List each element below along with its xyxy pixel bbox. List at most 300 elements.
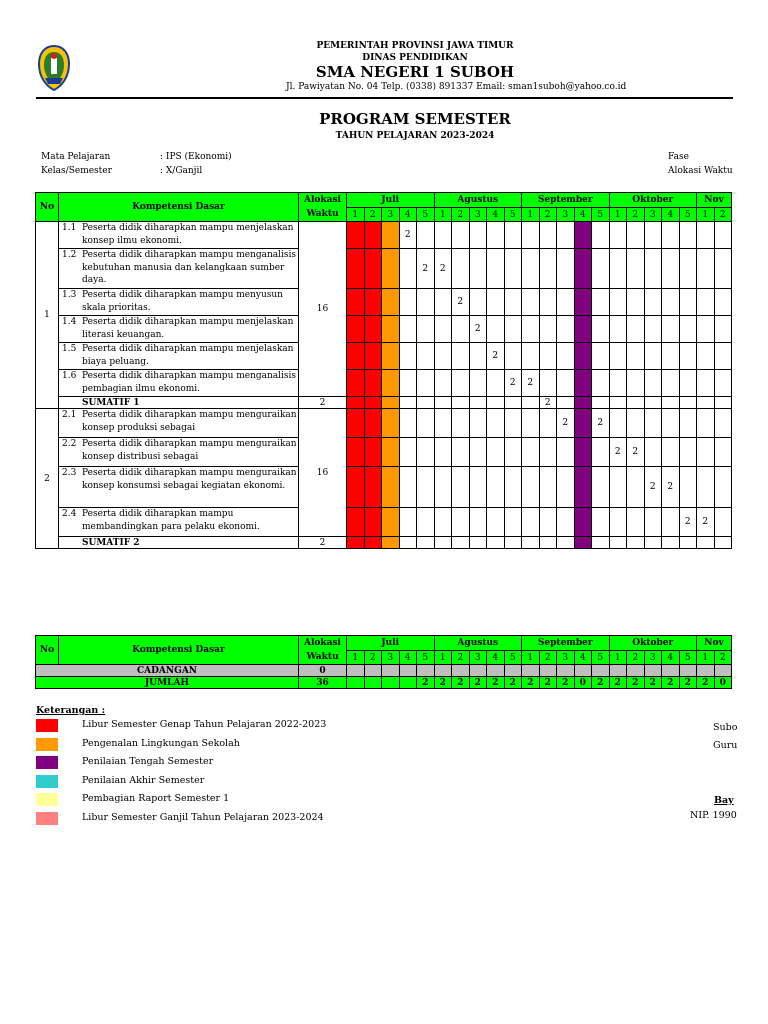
cadangan-week-cell xyxy=(539,665,557,677)
week-cell xyxy=(434,467,452,508)
week-cell xyxy=(382,222,400,249)
week-cell xyxy=(504,467,522,508)
month-header: Nov xyxy=(697,193,732,208)
week-cell xyxy=(539,370,557,397)
week-cell xyxy=(382,409,400,438)
week-cell xyxy=(399,438,417,467)
week-cell xyxy=(592,397,610,409)
week-header: 4 xyxy=(662,208,680,222)
week-cell xyxy=(679,316,697,343)
week-cell xyxy=(679,370,697,397)
week-cell xyxy=(714,222,732,249)
cadangan-week-cell xyxy=(574,665,592,677)
week-cell xyxy=(592,316,610,343)
cadangan-week-cell xyxy=(347,665,365,677)
week-cell xyxy=(522,222,540,249)
week-cell xyxy=(574,409,592,438)
kd-row xyxy=(36,370,732,397)
week-cell xyxy=(592,370,610,397)
week-cell xyxy=(662,249,680,289)
week-header: 1 xyxy=(697,651,715,665)
mapel-value: : IPS (Ekonomi) xyxy=(160,152,232,162)
week-cell xyxy=(417,289,435,316)
jumlah-week-cell: 2 xyxy=(522,677,540,689)
cadangan-week-cell xyxy=(679,665,697,677)
week-cell xyxy=(382,343,400,370)
week-header: 5 xyxy=(504,651,522,665)
school-address: Jl. Pawiyatan No. 04 Telp. (0338) 891337 Email: sman1suboh@yahoo.co.id xyxy=(286,82,627,92)
week-header: 3 xyxy=(382,208,400,222)
cadangan-week-cell xyxy=(557,665,575,677)
week-header: 5 xyxy=(417,651,435,665)
week-cell xyxy=(609,316,627,343)
kelas-label: Kelas/Semester xyxy=(41,166,112,176)
week-cell xyxy=(434,370,452,397)
week-cell xyxy=(434,409,452,438)
week-cell xyxy=(347,508,365,537)
week-cell xyxy=(487,537,505,549)
week-header: 5 xyxy=(504,208,522,222)
week-cell xyxy=(364,537,382,549)
kd-cell xyxy=(59,289,299,316)
week-cell xyxy=(557,343,575,370)
week-cell xyxy=(557,397,575,409)
week-cell xyxy=(452,397,470,409)
week-header: 1 xyxy=(609,208,627,222)
cadangan-week-cell xyxy=(662,665,680,677)
jumlah-week-cell xyxy=(347,677,365,689)
week-cell xyxy=(469,467,487,508)
week-cell xyxy=(539,409,557,438)
kd-text: Peserta didik diharapkan mampu menjelaskan literasi keuangan. xyxy=(82,317,294,340)
week-cell xyxy=(364,249,382,289)
week-cell xyxy=(644,222,662,249)
week-cell xyxy=(452,343,470,370)
gov-line: PEMERINTAH PROVINSI JAWA TIMUR xyxy=(316,41,514,51)
week-cell xyxy=(539,438,557,467)
jumlah-row xyxy=(36,677,732,689)
jumlah-week-cell: 2 xyxy=(557,677,575,689)
legend-swatch xyxy=(36,793,58,806)
week-cell xyxy=(504,316,522,343)
week-cell xyxy=(504,438,522,467)
week-cell: 2 xyxy=(469,316,487,343)
kd-cell xyxy=(59,222,299,249)
week-cell xyxy=(487,438,505,467)
week-cell xyxy=(399,289,417,316)
week-cell: 2 xyxy=(679,508,697,537)
month-header: September xyxy=(522,193,610,208)
week-cell xyxy=(487,249,505,289)
week-cell xyxy=(452,438,470,467)
jumlah-label: JUMLAH xyxy=(36,677,299,689)
week-header: 3 xyxy=(557,208,575,222)
week-header: 4 xyxy=(662,651,680,665)
week-cell: 2 xyxy=(609,438,627,467)
week-header: 2 xyxy=(539,208,557,222)
week-cell xyxy=(574,222,592,249)
week-cell xyxy=(504,397,522,409)
week-cell xyxy=(347,438,365,467)
cadangan-week-cell xyxy=(697,665,715,677)
week-cell xyxy=(697,370,715,397)
signature-place: Subo xyxy=(713,722,738,733)
week-cell xyxy=(627,537,645,549)
week-cell xyxy=(364,467,382,508)
week-cell xyxy=(662,508,680,537)
week-cell xyxy=(662,289,680,316)
sumatif-row xyxy=(36,537,732,549)
kd-number: 2.1 xyxy=(62,410,77,420)
week-cell xyxy=(662,397,680,409)
legend-swatch xyxy=(36,775,58,788)
week-cell xyxy=(662,537,680,549)
week-cell xyxy=(522,343,540,370)
week-header: 2 xyxy=(627,651,645,665)
week-cell xyxy=(522,467,540,508)
week-cell xyxy=(504,508,522,537)
week-cell: 2 xyxy=(434,249,452,289)
week-cell xyxy=(627,397,645,409)
week-cell xyxy=(452,409,470,438)
cadangan-week-cell xyxy=(714,665,732,677)
week-cell xyxy=(697,249,715,289)
week-cell: 2 xyxy=(557,409,575,438)
week-cell xyxy=(522,289,540,316)
week-cell xyxy=(627,316,645,343)
month-header: September xyxy=(522,636,610,651)
week-header: 1 xyxy=(347,651,365,665)
week-header: 4 xyxy=(399,208,417,222)
week-cell xyxy=(627,289,645,316)
week-cell xyxy=(627,409,645,438)
week-cell xyxy=(364,343,382,370)
kd-number: 1.2 xyxy=(62,250,77,260)
week-cell xyxy=(347,467,365,508)
col-kd-header: Kompetensi Dasar xyxy=(59,636,299,665)
mapel-label: Mata Pelajaran xyxy=(41,152,111,162)
kd-row xyxy=(36,438,732,467)
week-cell xyxy=(434,222,452,249)
month-header: Agustus xyxy=(434,636,522,651)
week-cell xyxy=(399,467,417,508)
week-cell: 2 xyxy=(399,222,417,249)
week-cell xyxy=(574,438,592,467)
week-cell xyxy=(469,537,487,549)
week-cell xyxy=(522,438,540,467)
week-header: 2 xyxy=(539,651,557,665)
jumlah-week-cell: 2 xyxy=(627,677,645,689)
cadangan-week-cell xyxy=(382,665,400,677)
summary-header-row xyxy=(36,636,732,651)
week-cell xyxy=(434,316,452,343)
week-cell xyxy=(487,508,505,537)
week-cell xyxy=(417,316,435,343)
legend-label: Libur Semester Ganjil Tahun Pelajaran 2023-2024 xyxy=(82,812,324,823)
school-name: SMA NEGERI 1 SUBOH xyxy=(315,63,515,81)
week-cell xyxy=(557,537,575,549)
alokasi-header-line1: Alokasi xyxy=(304,638,341,648)
kd-number: 2.4 xyxy=(62,509,77,519)
week-cell xyxy=(504,289,522,316)
cadangan-row xyxy=(36,665,732,677)
kd-row xyxy=(36,289,732,316)
legend-title: Keterangan : xyxy=(36,705,106,716)
week-cell xyxy=(697,316,715,343)
week-cell: 2 xyxy=(539,397,557,409)
week-cell xyxy=(469,222,487,249)
week-cell xyxy=(627,467,645,508)
legend-swatch xyxy=(36,738,58,751)
kelas-value: : X/Ganjil xyxy=(160,166,203,176)
week-cell xyxy=(627,370,645,397)
week-cell xyxy=(364,370,382,397)
program-table xyxy=(35,192,732,549)
week-cell xyxy=(364,222,382,249)
kd-number: 1.3 xyxy=(62,290,77,300)
week-cell xyxy=(574,537,592,549)
alokasi-header-line2: Waktu xyxy=(306,209,339,219)
week-header: 2 xyxy=(627,208,645,222)
jumlah-week-cell: 2 xyxy=(487,677,505,689)
kd-row xyxy=(36,467,732,508)
page-title: PROGRAM SEMESTER xyxy=(319,110,511,128)
week-cell xyxy=(434,438,452,467)
week-cell xyxy=(382,467,400,508)
week-header: 2 xyxy=(714,651,732,665)
week-cell xyxy=(452,222,470,249)
week-header: 4 xyxy=(574,651,592,665)
jumlah-week-cell: 2 xyxy=(434,677,452,689)
summary-table xyxy=(35,635,732,689)
week-cell xyxy=(644,249,662,289)
week-header: 2 xyxy=(714,208,732,222)
week-cell xyxy=(399,316,417,343)
col-alokasi-header xyxy=(299,636,347,665)
week-cell xyxy=(539,289,557,316)
week-cell xyxy=(452,249,470,289)
week-cell xyxy=(592,537,610,549)
week-cell xyxy=(399,370,417,397)
week-header: 2 xyxy=(452,651,470,665)
legend-label: Libur Semester Genap Tahun Pelajaran 2022-2023 xyxy=(82,719,327,730)
week-header: 2 xyxy=(452,208,470,222)
week-cell xyxy=(469,397,487,409)
week-cell xyxy=(452,370,470,397)
week-cell xyxy=(644,343,662,370)
week-header: 3 xyxy=(557,651,575,665)
week-cell: 2 xyxy=(627,438,645,467)
week-cell xyxy=(347,409,365,438)
week-cell xyxy=(714,397,732,409)
col-kd-header: Kompetensi Dasar xyxy=(59,193,299,222)
legend-swatch xyxy=(36,756,58,769)
col-alokasi-header xyxy=(299,193,347,222)
week-cell xyxy=(382,537,400,549)
week-cell xyxy=(557,467,575,508)
kd-text: Peserta didik diharapkan mampu menganalisis pembagian ilmu ekonomi. xyxy=(82,371,297,394)
week-cell xyxy=(399,508,417,537)
header-divider xyxy=(36,97,733,99)
week-cell xyxy=(609,409,627,438)
week-cell xyxy=(609,467,627,508)
kd-number: 2.3 xyxy=(62,468,77,478)
week-cell xyxy=(364,316,382,343)
alokasi-header-line2: Waktu xyxy=(306,652,339,662)
week-cell xyxy=(679,289,697,316)
jumlah-week-cell: 2 xyxy=(452,677,470,689)
week-cell xyxy=(364,397,382,409)
week-cell: 2 xyxy=(487,343,505,370)
week-cell xyxy=(592,438,610,467)
week-cell xyxy=(452,467,470,508)
week-cell: 2 xyxy=(697,508,715,537)
week-cell xyxy=(627,222,645,249)
cadangan-week-cell xyxy=(399,665,417,677)
week-cell xyxy=(522,249,540,289)
week-cell xyxy=(434,508,452,537)
week-cell xyxy=(714,537,732,549)
cadangan-week-cell xyxy=(644,665,662,677)
week-header: 5 xyxy=(679,651,697,665)
week-cell xyxy=(347,397,365,409)
week-cell xyxy=(469,343,487,370)
week-cell xyxy=(609,397,627,409)
jumlah-week-cell: 2 xyxy=(417,677,435,689)
cadangan-week-cell xyxy=(522,665,540,677)
legend-label: Pembagian Raport Semester 1 xyxy=(82,793,230,805)
jumlah-value: 36 xyxy=(299,677,347,689)
week-cell xyxy=(557,222,575,249)
dept-line: DINAS PENDIDIKAN xyxy=(362,53,468,63)
jumlah-week-cell: 2 xyxy=(644,677,662,689)
kd-row xyxy=(36,222,732,249)
jumlah-week-cell: 0 xyxy=(714,677,732,689)
week-header: 1 xyxy=(434,208,452,222)
week-cell xyxy=(662,222,680,249)
week-cell xyxy=(452,508,470,537)
kd-cell xyxy=(59,438,299,467)
sumatif-row xyxy=(36,397,732,409)
week-header: 5 xyxy=(592,651,610,665)
week-cell xyxy=(382,438,400,467)
week-cell xyxy=(539,316,557,343)
kd-text: Peserta didik diharapkan mampu membandingkan para pelaku ekonomi. xyxy=(82,509,260,532)
week-cell xyxy=(557,438,575,467)
week-cell xyxy=(452,316,470,343)
week-cell xyxy=(469,508,487,537)
group-alokasi: 16 xyxy=(299,222,347,397)
week-cell xyxy=(644,508,662,537)
kd-text: Peserta didik diharapkan mampu menyusun skala prioritas. xyxy=(82,290,283,313)
cadangan-week-cell xyxy=(417,665,435,677)
week-cell xyxy=(557,508,575,537)
week-cell xyxy=(487,289,505,316)
week-cell xyxy=(399,343,417,370)
week-cell xyxy=(539,222,557,249)
month-header: Oktober xyxy=(609,636,697,651)
week-cell xyxy=(557,249,575,289)
week-cell xyxy=(417,438,435,467)
week-cell xyxy=(679,438,697,467)
month-header: Juli xyxy=(347,636,435,651)
week-cell xyxy=(347,537,365,549)
week-cell xyxy=(697,537,715,549)
jumlah-week-cell xyxy=(399,677,417,689)
week-header: 1 xyxy=(697,208,715,222)
week-cell xyxy=(574,397,592,409)
legend-swatch xyxy=(36,719,58,732)
kd-row xyxy=(36,508,732,537)
week-cell xyxy=(714,409,732,438)
cadangan-week-cell xyxy=(609,665,627,677)
week-cell xyxy=(434,289,452,316)
week-cell xyxy=(627,343,645,370)
week-cell xyxy=(679,343,697,370)
jumlah-week-cell: 2 xyxy=(609,677,627,689)
week-cell xyxy=(662,316,680,343)
week-cell xyxy=(434,343,452,370)
week-cell xyxy=(697,409,715,438)
jumlah-week-cell xyxy=(364,677,382,689)
week-cell: 2 xyxy=(592,409,610,438)
week-header: 5 xyxy=(679,208,697,222)
col-no-header: No xyxy=(36,636,59,665)
week-cell xyxy=(644,537,662,549)
week-cell xyxy=(487,397,505,409)
kd-row xyxy=(36,409,732,438)
week-cell xyxy=(662,370,680,397)
fase-label: Fase xyxy=(668,152,689,162)
cadangan-week-cell xyxy=(434,665,452,677)
week-cell xyxy=(697,467,715,508)
kd-number: 1.5 xyxy=(62,344,77,354)
week-cell xyxy=(469,438,487,467)
week-cell xyxy=(679,537,697,549)
week-cell xyxy=(382,249,400,289)
jumlah-week-cell: 2 xyxy=(504,677,522,689)
legend-label: Pengenalan Lingkungan Sekolah xyxy=(82,737,240,749)
week-cell xyxy=(417,409,435,438)
week-cell xyxy=(347,289,365,316)
week-cell xyxy=(644,409,662,438)
jumlah-week-cell: 2 xyxy=(679,677,697,689)
week-cell xyxy=(382,370,400,397)
month-header: Juli xyxy=(347,193,435,208)
week-cell xyxy=(574,249,592,289)
week-cell xyxy=(714,438,732,467)
week-cell xyxy=(539,508,557,537)
legend-swatch xyxy=(36,812,58,825)
week-cell xyxy=(714,467,732,508)
week-cell xyxy=(452,537,470,549)
cadangan-week-cell xyxy=(452,665,470,677)
week-cell xyxy=(364,438,382,467)
signature-nip: NIP. 1990 xyxy=(690,810,737,821)
week-cell xyxy=(662,343,680,370)
week-cell xyxy=(644,289,662,316)
week-cell xyxy=(557,370,575,397)
week-cell xyxy=(504,222,522,249)
week-cell xyxy=(417,370,435,397)
kd-cell xyxy=(59,370,299,397)
kd-text: Peserta didik diharapkan mampu menjelaskan biaya peluang. xyxy=(82,344,294,367)
week-cell xyxy=(347,222,365,249)
jumlah-week-cell xyxy=(382,677,400,689)
week-cell xyxy=(539,343,557,370)
week-cell xyxy=(609,249,627,289)
week-cell xyxy=(662,438,680,467)
